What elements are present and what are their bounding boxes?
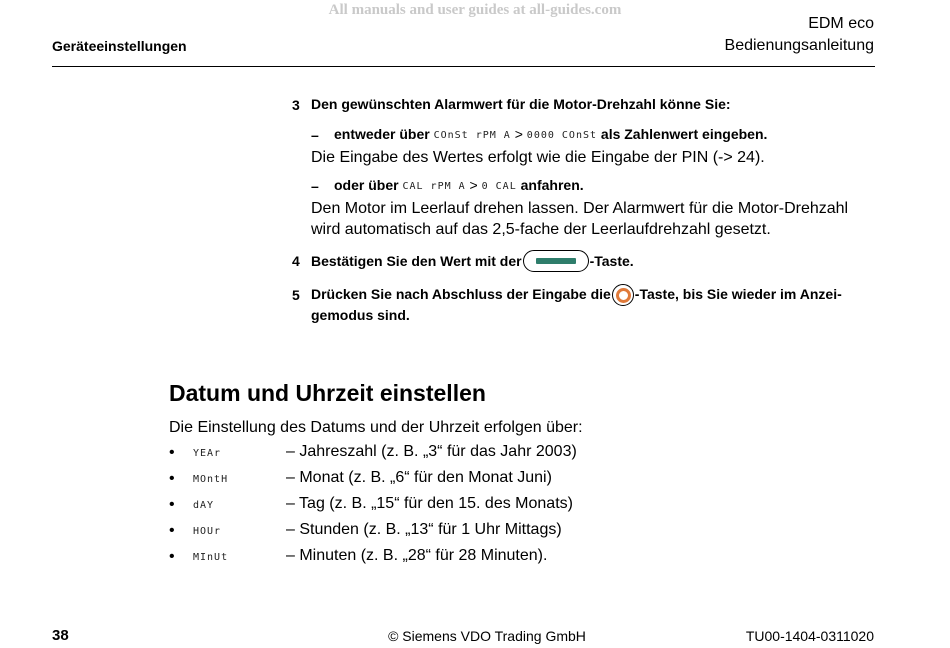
lcd-day: dAY xyxy=(193,500,215,511)
circle-key-icon xyxy=(612,284,634,306)
enter-key-icon xyxy=(523,250,589,272)
step-5-line-2: gemodus sind. xyxy=(311,307,410,323)
option-2-line xyxy=(334,175,584,197)
lcd-minute: MInUt xyxy=(193,552,229,563)
header-doc-type: Bedienungsanleitung xyxy=(724,37,874,54)
option-2-gt: > xyxy=(469,177,478,193)
lcd-month: MOntH xyxy=(193,474,229,485)
bullet-month: • xyxy=(169,470,175,487)
step-5-post: -Taste, bis Sie wieder im Anzei- xyxy=(634,286,842,302)
header-divider xyxy=(52,66,875,67)
item-day-desc: – Tag (z. B. „15“ für den 15. des Monats) xyxy=(286,495,573,512)
footer-code: TU00-1404-0311020 xyxy=(745,628,874,644)
item-year-desc: – Jahreszahl (z. B. „3“ für das Jahr 2003) xyxy=(286,443,577,460)
step-5-pre: Drücken Sie nach Abschluss der Eingabe die xyxy=(311,286,611,302)
option-1-body: Die Eingabe des Wertes erfolgt wie die Eingabe der PIN (-> 24). xyxy=(311,149,765,166)
step-4-pre: Bestätigen Sie den Wert mit der xyxy=(311,253,522,269)
lcd-0000-const: 0000 COnSt xyxy=(526,130,598,141)
step-3-number: 3 xyxy=(292,97,300,113)
option-1-post: als Zahlenwert eingeben. xyxy=(600,126,768,142)
lcd-const-rpm-a: COnSt rPM A xyxy=(433,130,511,141)
watermark: All manuals and user guides at all-guides.com xyxy=(328,2,622,18)
option-1-gt: > xyxy=(514,126,523,142)
step-4-post: -Taste. xyxy=(589,253,634,269)
lcd-cal-rpm-a: CAL rPM A xyxy=(402,181,466,192)
option-1-line xyxy=(334,124,767,146)
header-section: Geräteeinstellungen xyxy=(52,38,187,54)
item-month-desc: – Monat (z. B. „6“ für den Monat Juni) xyxy=(286,469,552,486)
option-2-body-line-2: wird automatisch auf das 2,5-fache der Leerlaufdrehzahl gesetzt. xyxy=(311,221,771,238)
lcd-hour: HOUr xyxy=(193,526,222,537)
option-1-pre: entweder über xyxy=(334,126,430,142)
step-4-text xyxy=(311,250,634,272)
step-5-text xyxy=(311,284,842,306)
page-number: 38 xyxy=(52,627,69,644)
section-title: Datum und Uhrzeit einstellen xyxy=(169,380,486,406)
bullet-day: • xyxy=(169,496,175,513)
option-2-dash: – xyxy=(311,178,319,194)
option-2-pre: oder über xyxy=(334,177,399,193)
header-product: EDM eco xyxy=(808,15,874,32)
footer-copyright: © Siemens VDO Trading GmbH xyxy=(388,628,586,644)
option-2-body-line-1: Den Motor im Leerlauf drehen lassen. Der Alarmwert für die Motor-Drehzahl xyxy=(311,200,849,217)
item-minute-desc: – Minuten (z. B. „28“ für 28 Minuten). xyxy=(286,547,548,564)
bullet-hour: • xyxy=(169,522,175,539)
step-4-number: 4 xyxy=(292,253,300,269)
lcd-0-cal: 0 CAL xyxy=(481,181,517,192)
step-3-text: Den gewünschten Alarmwert für die Motor-Drehzahl könne Sie: xyxy=(311,96,731,112)
item-hour-desc: – Stunden (z. B. „13“ für 1 Uhr Mittags) xyxy=(286,521,562,538)
option-1-dash: – xyxy=(311,127,319,143)
lcd-year: YEAr xyxy=(193,448,222,459)
bullet-year: • xyxy=(169,444,175,461)
option-2-post: anfahren. xyxy=(520,177,584,193)
section-intro: Die Einstellung des Datums und der Uhrzeit erfolgen über: xyxy=(169,419,583,436)
step-5-number: 5 xyxy=(292,287,300,303)
bullet-minute: • xyxy=(169,548,175,565)
